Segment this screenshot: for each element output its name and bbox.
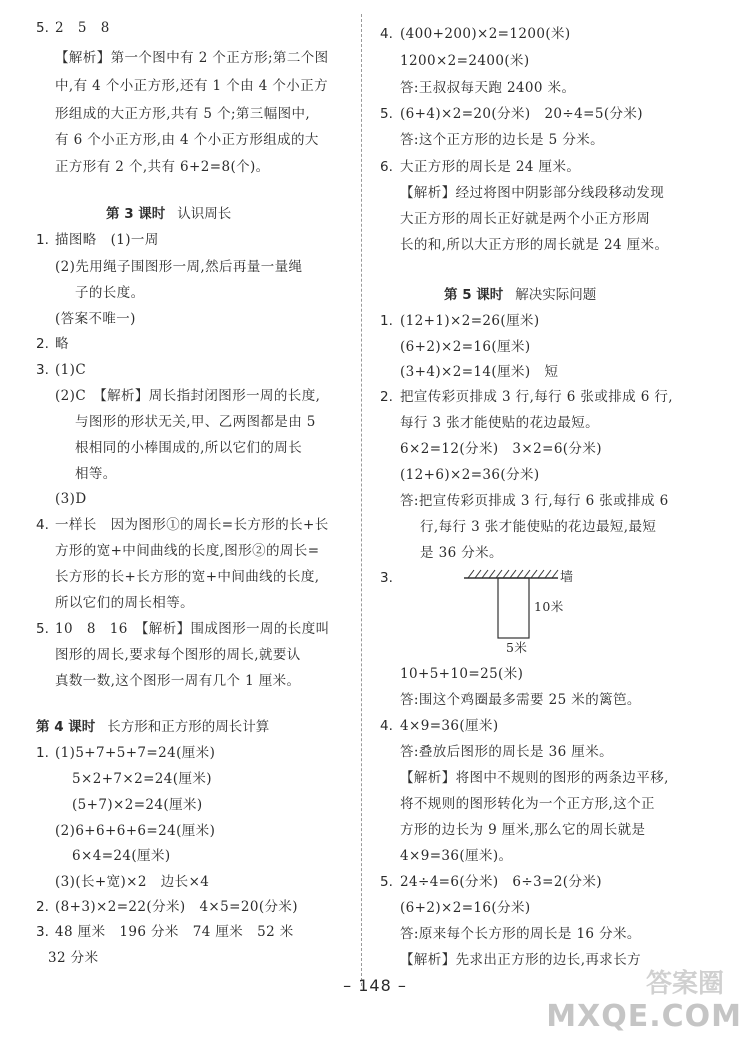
side-length-label: 10米 bbox=[534, 599, 564, 614]
answer-line: 4×9=36(厘米) bbox=[400, 718, 499, 734]
analysis-line: 大正方形的周长正好就是两个小正方形周 bbox=[400, 211, 651, 227]
column-divider bbox=[361, 14, 362, 986]
analysis-line: 【解析】将图中不规则的图形的两条边平移, bbox=[400, 770, 669, 786]
answer-line: 10 8 16 【解析】围成图形一周的长度叫 bbox=[55, 621, 330, 637]
answer-line: 行,每行 3 张才能使贴的花边最短,最短 bbox=[420, 519, 657, 535]
lesson-number: 第 5 课时 bbox=[444, 287, 504, 303]
answer-line: (6+2)×2=16(分米) bbox=[400, 900, 531, 916]
answer-line: 长方形的长+长方形的宽+中间曲线的长度, bbox=[55, 569, 320, 585]
analysis-line: 方形的边长为 9 厘米,那么它的周长就是 bbox=[400, 822, 646, 838]
answer-line: 答:王叔叔每天跑 2400 米。 bbox=[400, 80, 576, 96]
answer-line: (3)(长+宽)×2 边长×4 bbox=[55, 874, 210, 890]
analysis-line: 长的和,所以大正方形的周长就是 24 厘米。 bbox=[400, 237, 669, 253]
lesson-number: 第 3 课时 bbox=[106, 206, 166, 222]
answer-line: 子的长度。 bbox=[75, 285, 145, 301]
analysis-line: 相等。 bbox=[75, 466, 117, 482]
answer-line: 6×2=12(分米) 3×2=6(分米) bbox=[400, 441, 602, 457]
question-number: 5. bbox=[380, 106, 393, 122]
answer-line: 答:原来每个长方形的周长是 16 分米。 bbox=[400, 926, 641, 942]
lesson-title: 解决实际问题 bbox=[515, 287, 597, 303]
answer-line: (12+1)×2=26(厘米) bbox=[400, 313, 540, 329]
answer-line: (12+6)×2=36(分米) bbox=[400, 467, 540, 483]
question-number: 4. bbox=[380, 718, 393, 734]
answer-line: 32 分米 bbox=[48, 950, 99, 966]
analysis-line: 中,有 4 个小正方形,还有 1 个由 4 个小正方 bbox=[55, 78, 328, 94]
lesson-heading bbox=[444, 285, 596, 305]
watermark-text: MXQE.COM bbox=[546, 999, 742, 1034]
answer-line: 方形的宽+中间曲线的长度,图形②的周长= bbox=[55, 543, 320, 559]
answer-line: 2 5 8 bbox=[55, 20, 110, 36]
answer-line: (6+4)×2=20(分米) 20÷4=5(分米) bbox=[400, 106, 643, 122]
answer-line: 是 36 分米。 bbox=[420, 545, 503, 561]
answer-line: 把宣传彩页排成 3 行,每行 6 张或排成 6 行, bbox=[400, 389, 673, 405]
question-number: 2. bbox=[36, 899, 49, 915]
answer-line: (8+3)×2=22(分米) 4×5=20(分米) bbox=[55, 899, 298, 915]
answer-line: 48 厘米 196 分米 74 厘米 52 米 bbox=[55, 924, 294, 940]
answer-line: 24÷4=6(分米) 6÷3=2(分米) bbox=[400, 874, 602, 890]
coop-rectangle bbox=[498, 578, 529, 638]
question-number: 5. bbox=[36, 20, 49, 36]
answer-line: 每行 3 张才能使贴的花边最短。 bbox=[400, 415, 600, 431]
question-number: 1. bbox=[36, 232, 49, 248]
analysis-line: 与图形的形状无关,甲、乙两图都是由 5 bbox=[75, 414, 316, 430]
wall-hatching bbox=[468, 570, 558, 578]
answer-line: (答案不唯一) bbox=[55, 311, 136, 327]
analysis-line: 【解析】第一个图中有 2 个正方形;第二个图 bbox=[55, 50, 329, 66]
lesson-heading bbox=[106, 204, 231, 224]
analysis-line: 图形的周长,要求每个图形的周长,就要认 bbox=[55, 647, 301, 663]
answer-line: (400+200)×2=1200(米) bbox=[400, 26, 571, 42]
question-number: 2. bbox=[380, 389, 393, 405]
answer-line: (2)6+6+6+6=24(厘米) bbox=[55, 823, 216, 839]
answer-line: 略 bbox=[55, 336, 69, 352]
watermark-logo: 答案圈 bbox=[645, 969, 724, 999]
answer-line: (1)5+7+5+7=24(厘米) bbox=[55, 745, 216, 761]
question-number: 5. bbox=[380, 874, 393, 890]
answer-line: (1)C bbox=[55, 362, 87, 378]
question-number: 1. bbox=[36, 745, 49, 761]
answer-line: (6+2)×2=16(厘米) bbox=[400, 339, 531, 355]
question-number: 2. bbox=[36, 336, 49, 352]
page-number: – 148 – bbox=[343, 976, 407, 995]
lesson-title: 长方形和正方形的周长计算 bbox=[107, 719, 270, 735]
answer-line: (3+4)×2=14(厘米) 短 bbox=[400, 364, 559, 380]
question-number: 3. bbox=[36, 362, 49, 378]
lesson-title: 认识周长 bbox=[177, 206, 232, 222]
analysis-line: 根相同的小棒围成的,所以它们的周长 bbox=[75, 440, 303, 456]
wall-label: 墙 bbox=[560, 570, 574, 585]
answer-line: 描图略 (1)一周 bbox=[55, 232, 159, 248]
bottom-length-label: 5米 bbox=[506, 640, 528, 655]
question-number: 5. bbox=[36, 621, 49, 637]
answer-line: 答:围这个鸡圈最多需要 25 米的篱笆。 bbox=[400, 692, 641, 708]
answer-line: 所以它们的周长相等。 bbox=[55, 595, 194, 611]
question-number: 6. bbox=[380, 159, 393, 175]
answer-line: 答:叠放后图形的周长是 36 厘米。 bbox=[400, 744, 614, 760]
question-number: 4. bbox=[380, 26, 393, 42]
analysis-line: 将不规则的图形转化为一个正方形,这个正 bbox=[400, 796, 655, 812]
answer-line: (5+7)×2=24(厘米) bbox=[72, 797, 203, 813]
answer-line: 10+5+10=25(米) bbox=[400, 666, 524, 682]
answer-line: 1200×2=2400(米) bbox=[400, 53, 530, 69]
answer-line: 答:这个正方形的边长是 5 分米。 bbox=[400, 132, 605, 148]
analysis-line: 有 6 个小正方形,由 4 个小正方形组成的大 bbox=[55, 132, 319, 148]
lesson-number: 第 4 课时 bbox=[36, 719, 96, 735]
analysis-line: 形组成的大正方形,共有 5 个;第三幅图中, bbox=[55, 106, 311, 122]
answer-line: (2)先用绳子围图形一周,然后再量一量绳 bbox=[55, 259, 303, 275]
question-number: 3. bbox=[36, 924, 49, 940]
answer-line: (2)C 【解析】周长指封闭图形一周的长度, bbox=[55, 388, 321, 404]
analysis-line: 4×9=36(厘米)。 bbox=[400, 848, 513, 864]
question-number: 3. bbox=[380, 570, 393, 586]
analysis-line: 【解析】经过将图中阴影部分线段移动发现 bbox=[400, 185, 665, 201]
answer-line: 6×4=24(厘米) bbox=[72, 848, 171, 864]
analysis-line: 正方形有 2 个,共有 6+2=8(个)。 bbox=[55, 159, 270, 175]
answer-line: 5×2+7×2=24(厘米) bbox=[72, 771, 212, 787]
answer-line: 一样长 因为图形①的周长=长方形的长+长 bbox=[55, 517, 329, 533]
answer-line: 大正方形的周长是 24 厘米。 bbox=[400, 159, 581, 175]
analysis-line: 【解析】先求出正方形的边长,再求长方 bbox=[400, 952, 641, 968]
question-number: 4. bbox=[36, 517, 49, 533]
lesson-heading bbox=[36, 717, 269, 737]
answer-line: (3)D bbox=[55, 491, 87, 507]
answer-line: 答:把宣传彩页排成 3 行,每行 6 张或排成 6 bbox=[400, 493, 669, 509]
question-number: 1. bbox=[380, 313, 393, 329]
analysis-line: 真数一数,这个图形一周有几个 1 厘米。 bbox=[55, 673, 301, 689]
